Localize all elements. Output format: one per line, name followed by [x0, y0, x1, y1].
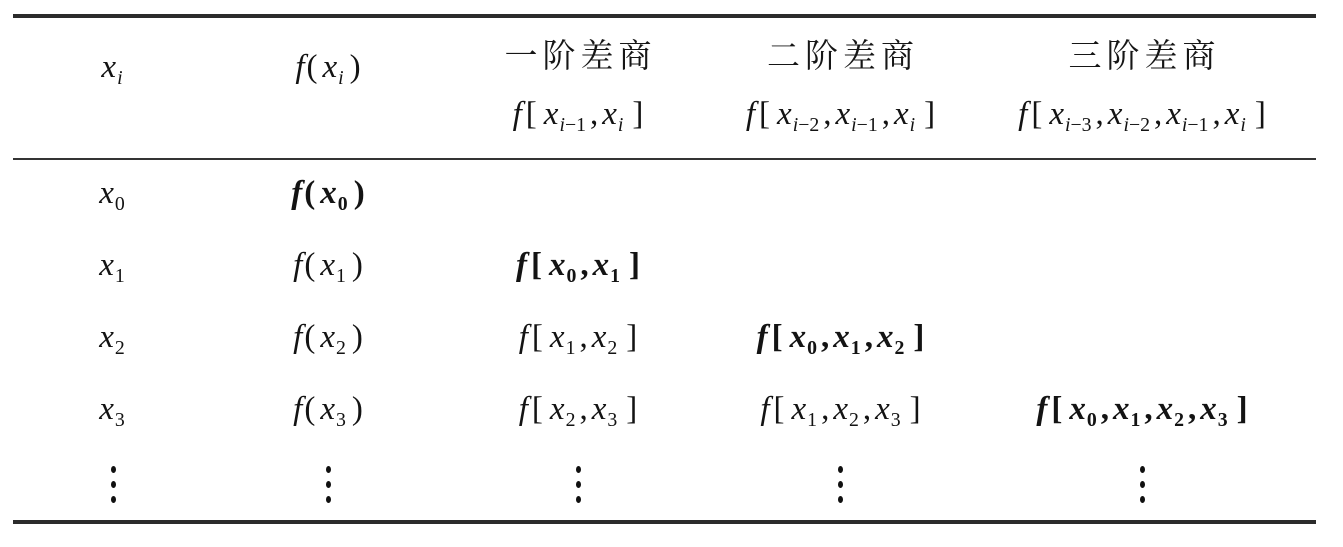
formula: f [ $x_0$ , $x_1$ , $x_2$ , $x_3$ ] [1036, 390, 1248, 432]
ellipsis-dot [838, 466, 843, 473]
table-body [13, 160, 1316, 520]
table-cell-ellipsis-col1 [13, 448, 213, 520]
ellipsis-dot [111, 481, 116, 488]
formula: f [ $x_1$ , $x_2$ ] [518, 318, 638, 360]
table-cell-x1-col3 [443, 232, 713, 304]
ellipsis-dot [326, 496, 331, 503]
formula: f [ $x_0$ , $x_1$ ] [515, 246, 641, 288]
column-header-f-of-x-i [213, 16, 443, 158]
table-cell-ellipsis-col2 [213, 448, 443, 520]
formula: f( $x_2$ ) [293, 318, 363, 360]
table-cell-ellipsis-col5 [968, 448, 1316, 520]
column-header-third-order-dd [968, 16, 1316, 158]
column-header-formula-line [13, 20, 213, 120]
table-cell-x0-col1 [13, 160, 213, 232]
column-header-second-order-dd [713, 16, 968, 158]
vertical-ellipsis [838, 466, 843, 503]
ellipsis-dot [326, 466, 331, 473]
formula: f( $x_1$ ) [293, 246, 363, 288]
column-header-formula-line [968, 82, 1316, 152]
ellipsis-dot [1140, 466, 1145, 473]
ellipsis-dot [838, 481, 843, 488]
ellipsis-dot [111, 466, 116, 473]
column-header-formula-line [713, 82, 968, 152]
vertical-ellipsis [111, 466, 116, 503]
formula: $x_1$ [99, 246, 125, 288]
column-header-label: 二阶差商 [767, 38, 919, 75]
formula: $x_2$ [99, 318, 125, 360]
table-cell-x2-col2 [213, 304, 443, 376]
ellipsis-dot [111, 496, 116, 503]
formula: f [ $x_{i-1}$ , $x_i$ ] [512, 95, 644, 137]
table-cell-ellipsis-col4 [713, 448, 968, 520]
vertical-ellipsis [1140, 466, 1145, 503]
column-header-x-i [13, 16, 213, 158]
table-cell-x0-col5 [968, 160, 1316, 232]
formula: f( $x_i$ ) [295, 48, 361, 90]
table-cell-x0-col3 [443, 160, 713, 232]
table-cell-x1-col4 [713, 232, 968, 304]
formula: f( $x_3$ ) [293, 390, 363, 432]
ellipsis-dot [838, 496, 843, 503]
formula: f [ $x_{i-3}$ , $x_{i-2}$ , $x_{i-1}$ , $x_i$ ] [1018, 95, 1266, 137]
table-cell-x0-col2 [213, 160, 443, 232]
table-cell-x3-col1 [13, 376, 213, 448]
vertical-ellipsis [326, 466, 331, 503]
table-cell-x1-col2 [213, 232, 443, 304]
table-cell-x1-col1 [13, 232, 213, 304]
formula: f [ $x_0$ , $x_1$ , $x_2$ ] [756, 318, 925, 360]
formula: f [ $x_1$ , $x_2$ , $x_3$ ] [760, 390, 921, 432]
column-header-formula-line [213, 20, 443, 120]
table-cell-ellipsis-col3 [443, 448, 713, 520]
formula: $x_0$ [99, 174, 125, 216]
table-cell-x3-col4 [713, 376, 968, 448]
ellipsis-dot [576, 496, 581, 503]
column-header-formula-line [443, 82, 713, 152]
formula: f( $x_0$ ) [291, 174, 365, 216]
table-cell-x2-col4 [713, 304, 968, 376]
vertical-ellipsis [576, 466, 581, 503]
column-header-label: 一阶差商 [504, 38, 657, 75]
table-cell-x3-col5 [968, 376, 1316, 448]
formula: f [ $x_{i-2}$ , $x_{i-1}$ , $x_i$ ] [745, 95, 936, 137]
ellipsis-dot [1140, 496, 1145, 503]
table-cell-x0-col4 [713, 160, 968, 232]
table-bottom-rule [13, 520, 1316, 524]
ellipsis-dot [1140, 481, 1145, 488]
ellipsis-dot [576, 466, 581, 473]
table-cell-x2-col5 [968, 304, 1316, 376]
table-cell-x2-col3 [443, 304, 713, 376]
ellipsis-dot [576, 481, 581, 488]
column-header-first-order-dd [443, 16, 713, 158]
table-cell-x1-col5 [968, 232, 1316, 304]
table-cell-x2-col1 [13, 304, 213, 376]
table-cell-x3-col3 [443, 376, 713, 448]
table-cell-x3-col2 [213, 376, 443, 448]
formula: $x_i$ [101, 48, 123, 90]
formula: $x_3$ [99, 390, 125, 432]
ellipsis-dot [326, 481, 331, 488]
formula: f [ $x_2$ , $x_3$ ] [518, 390, 638, 432]
table-header-row [13, 16, 1316, 158]
column-header-label: 三阶差商 [1068, 38, 1221, 75]
